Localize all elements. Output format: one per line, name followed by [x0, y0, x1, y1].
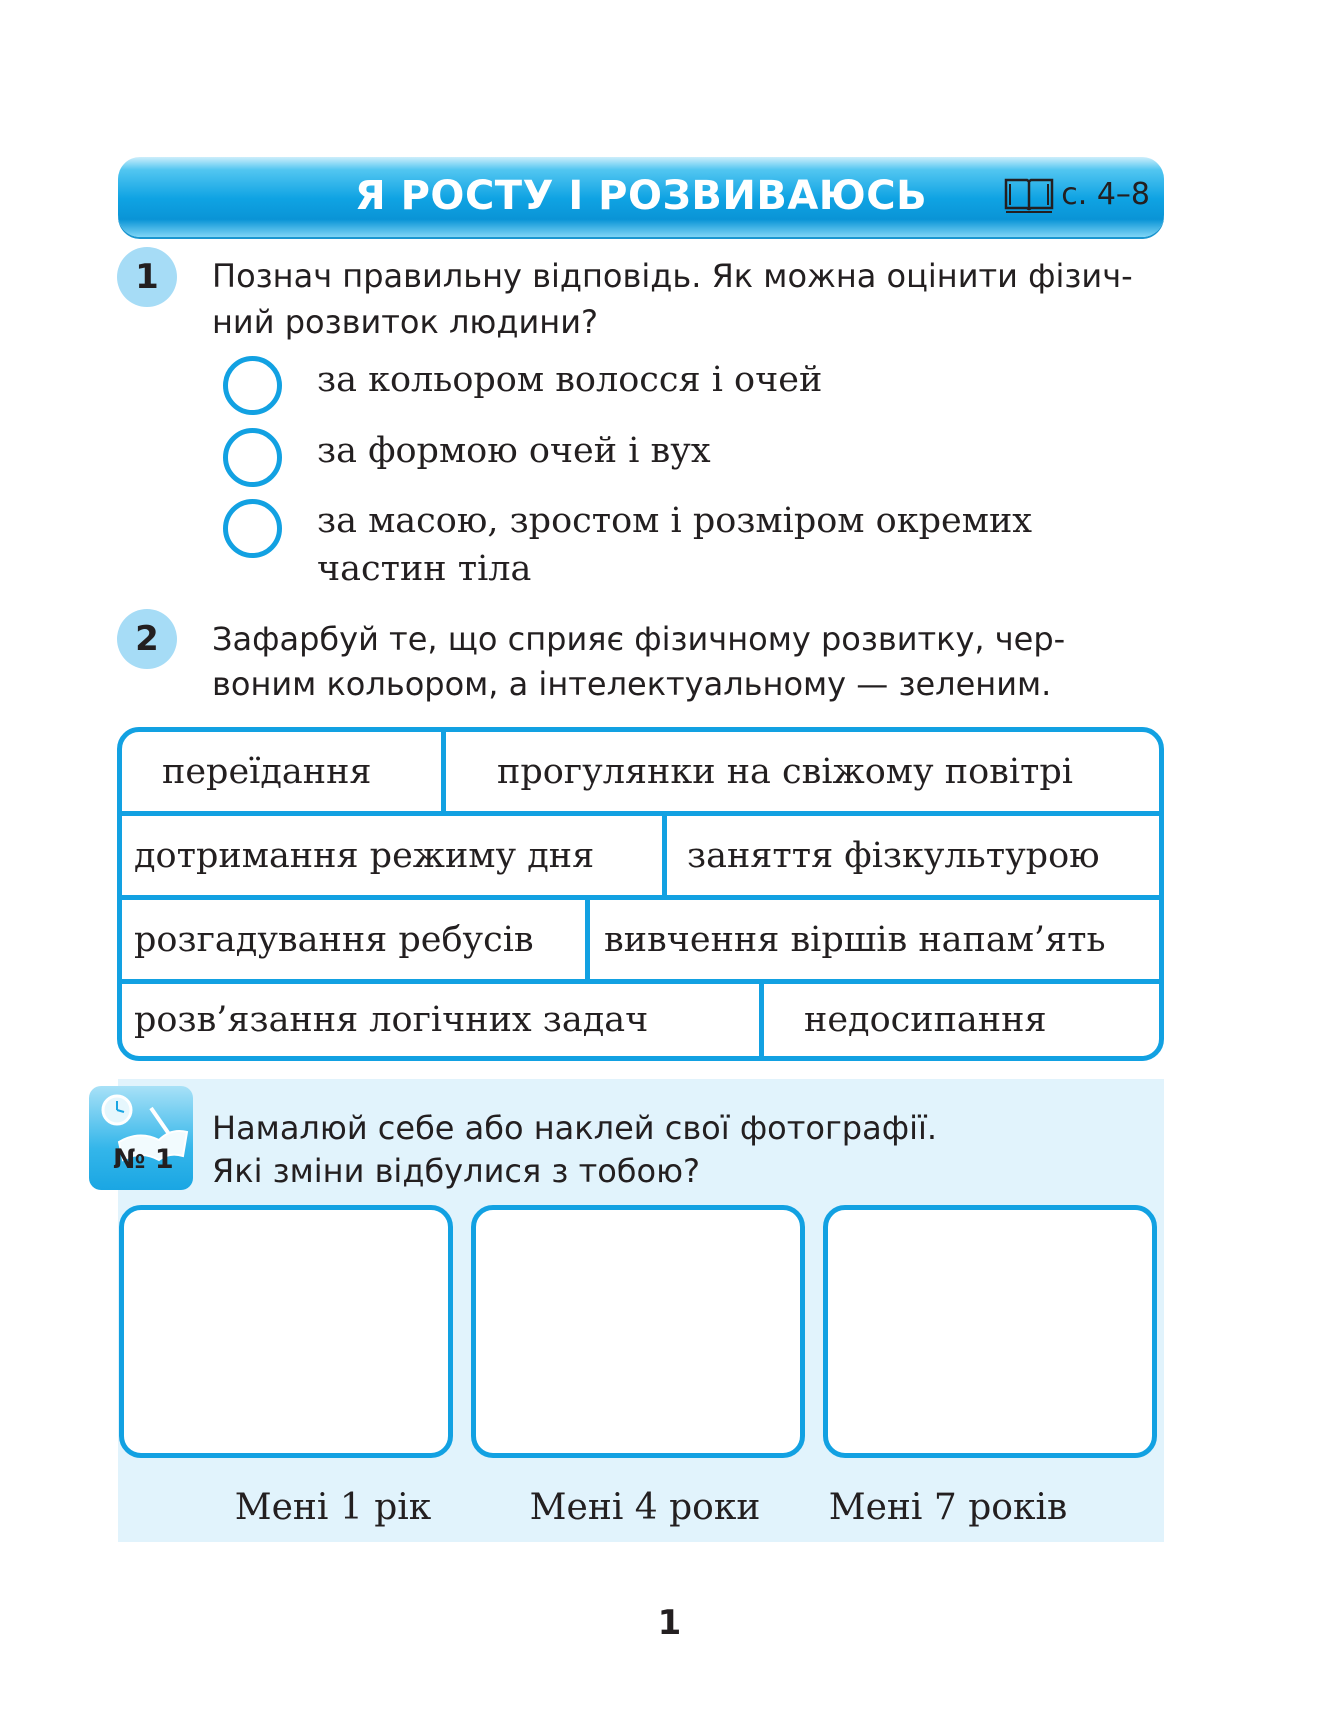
answer-option-text-continued: частин тіла — [317, 549, 532, 589]
activity-cell[interactable]: прогулянки на свіжому повітрі — [441, 732, 1159, 811]
page-reference: с. 4–8 — [1061, 176, 1150, 212]
answer-option-radio[interactable] — [223, 499, 282, 558]
task2-instruction-line1: Зафарбуй те, що сприяє фізичному розвитку, чер- — [212, 620, 1066, 658]
task-badge-number: № 1 — [113, 1144, 174, 1175]
photo-caption: Мені 4 роки — [529, 1487, 761, 1528]
task1-question-line2: ний розвиток людини? — [212, 303, 598, 341]
task1-question-line1: Познач правильну відповідь. Як можна оцінити фізич- — [212, 257, 1133, 295]
section-header — [118, 157, 1164, 237]
activity-cell[interactable]: дотримання режиму дня — [134, 835, 595, 876]
photo-frame-age-7[interactable] — [823, 1205, 1157, 1458]
activity-cell[interactable]: переїдання — [162, 751, 372, 792]
grid-row — [122, 732, 1159, 811]
book-icon — [1003, 175, 1055, 213]
creative-task-icon — [89, 1086, 193, 1190]
task2-instruction-line2: воним кольором, а інтелектуальному — зеленим. — [212, 665, 1052, 703]
task-number-badge: 1 — [117, 247, 177, 307]
activity-cell[interactable]: вивчення віршів напам’ять — [585, 900, 1159, 979]
activity-cell[interactable]: заняття фізкультурою — [662, 816, 1159, 895]
photo-frame-age-4[interactable] — [471, 1205, 805, 1458]
answer-option-text: за формою очей і вух — [317, 431, 711, 471]
task3-instruction-line1: Намалюй себе або наклей свої фотографії. — [212, 1109, 938, 1147]
page-number: 1 — [657, 1603, 682, 1643]
activity-cell[interactable]: недосипання — [759, 984, 1159, 1056]
grid-row — [122, 979, 1159, 1056]
activity-grid — [117, 727, 1164, 1061]
activity-cell[interactable]: розв’язання логічних задач — [134, 1000, 649, 1040]
task3-instruction-line2: Які зміни відбулися з тобою? — [212, 1152, 701, 1190]
grid-row — [122, 811, 1159, 895]
photo-caption: Мені 1 рік — [234, 1487, 432, 1528]
answer-option-radio[interactable] — [223, 356, 282, 415]
answer-option-radio[interactable] — [223, 428, 282, 487]
answer-option-text: за кольором волосся і очей — [317, 360, 823, 400]
answer-option-text: за масою, зростом і розміром окремих — [317, 501, 1033, 541]
grid-row — [122, 895, 1159, 979]
task-number-badge: 2 — [117, 609, 177, 669]
textbook-reference — [1003, 175, 1150, 213]
section-title: Я РОСТУ І РОЗВИВАЮСЬ — [354, 173, 928, 219]
activity-cell[interactable]: розгадування ребусів — [134, 919, 534, 960]
photo-frame-age-1[interactable] — [119, 1205, 453, 1458]
photo-caption: Мені 7 років — [828, 1487, 1068, 1528]
